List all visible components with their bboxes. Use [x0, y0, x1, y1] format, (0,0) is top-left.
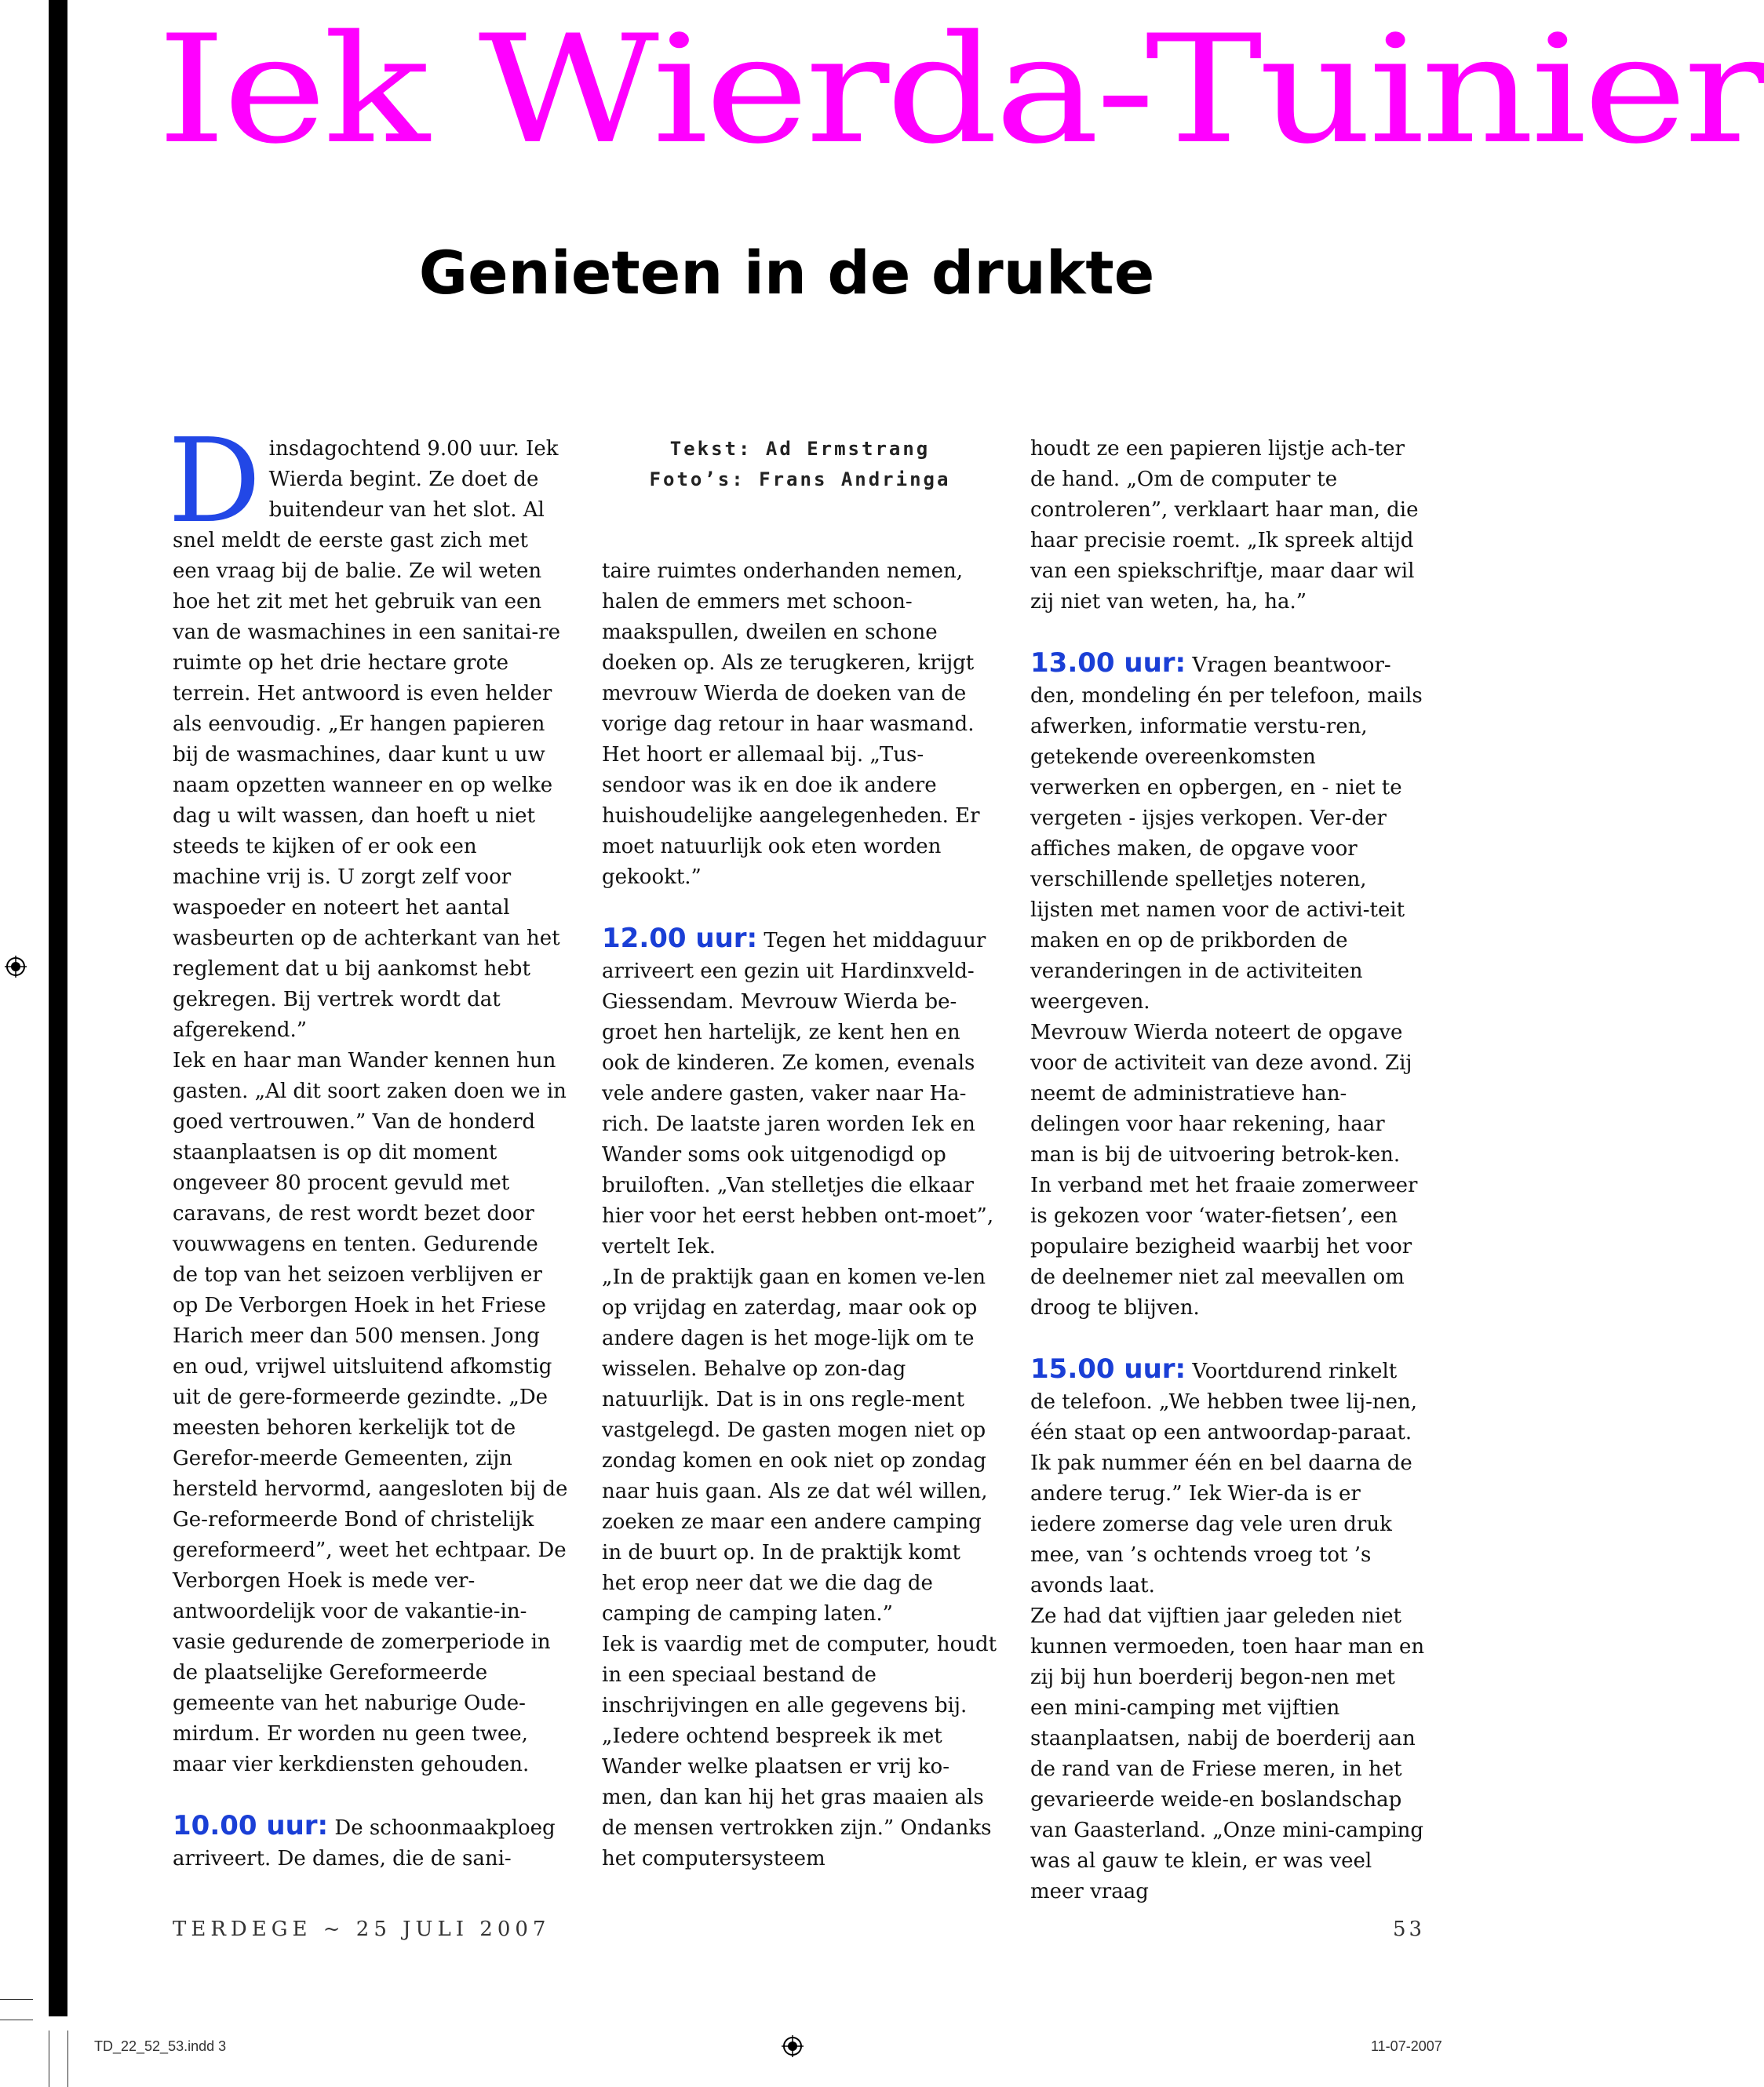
drop-cap: D	[168, 413, 261, 548]
magazine-footer: TERDEGE ~ 25 JULI 2007	[173, 1918, 551, 1941]
paragraph	[168, 413, 569, 1046]
crop-mark	[67, 2031, 68, 2087]
paragraph: Iek is vaardig met de computer, houdt in een speciaal bestand de inschrijvingen en alle gegevens bij. „Iedere ochtend bespreek ik met Wander welke plaatsen er vrij ko-men, dan kan hij het gras maaien als de mensen vertrokken zijn.” Ondanks het computersysteem	[602, 1633, 997, 1870]
paragraph-text: Voortdurend rinkelt de telefoon. „We hebben twee lij-nen, één staat op een antwoordap-paraat. Ik pak nummer één en bel daarna de andere terug.” Iek Wier-da is er iedere zomerse dag vele uren druk mee, van ’s ochtends vroeg tot ’s avonds laat.	[1030, 1360, 1418, 1597]
time-section	[1030, 648, 1427, 1018]
paragraph: „In de praktijk gaan en komen ve-len op vrijdag en zaterdag, maar ook op andere dagen is het moge-lijk om te wisselen. Behalve op zon-dag natuurlijk. Dat is in ons regle-ment vastgelegd. De gasten mogen niet op zondag komen en ook niet op zondag naar huis gaan. Als ze dat wél willen, zoeken ze maar een andere camping in de buurt op. In de praktijk komt het erop neer dat we die dag de camping de camping laten.”	[602, 1266, 988, 1626]
file-slug: TD_22_52_53.indd 3	[94, 2038, 227, 2054]
paragraph: Ze had dat vijftien jaar geleden niet kunnen vermoeden, toen haar man en zij bij hun boerderij begon-nen met een mini-camping met vijftien staanplaatsen, nabij de boerderij aan de rand van de Friese meren, in het gevarieerde weide-en boslandschap van Gaasterland. „Onze mini-camping was al gauw te klein, er was veel meer vraag	[1030, 1604, 1425, 1903]
paragraph-text: Vragen beantwoor-den, mondeling én per telefoon, mails afwerken, informatie verstu-ren, getekende overeenkomsten verwerken en opbergen, en - niet te vergeten - ijsjes verkopen. Ver-der affiches maken, de opgave voor verschillende spelletjes noteren, lijsten met namen voor de activi-teit maken en op de prikborden de veranderingen in de activiteiten weergeven.	[1030, 654, 1423, 1014]
article-column-3	[1030, 434, 1427, 1907]
time-heading: 12.00 uur:	[602, 923, 758, 954]
time-heading: 13.00 uur:	[1030, 647, 1186, 679]
paragraph-text: insdagochtend 9.00 uur. Iek Wierda begint. Ze doet de buitendeur van het slot. Al snel meldt de eerste gast zich met een vraag bij de balie. Ze wil weten hoe het zit met het gebruik van een van de wasmachines in een sanitai-re ruimte op het drie hectare grote terrein. Het antwoord is even helder als eenvoudig. „Er hangen papieren bij de wasmachines, daar kunt u uw naam opzetten wanneer en op welke dag u wilt wassen, dan hoeft u niet steeds te kijken of er ook een machine vrij is. U zorgt zelf voor waspoeder en noteert het aantal wasbeurten op de achterkant van het reglement dat u bij aankomst hebt gekregen. Bij vertrek wordt dat afgerekend.”	[173, 437, 560, 1042]
paragraph: Iek en haar man Wander kennen hun gasten. „Al dit soort zaken doen we in goed vertrouwen.” Van de honderd staanplaatsen is op dit moment ongeveer 80 procent gevuld met caravans, de rest wordt bezet door vouwwagens en tenten. Gedurende de top van het seizoen verblijven er op De Verborgen Hoek in het Friese Harich meer dan 500 mensen. Jong en oud, vrijwel uitsluitend afkomstig uit de gere-formeerde gezindte. „De meesten behoren kerkelijk tot de Gerefor-meerde Gemeenten, zijn hersteld hervormd, aangesloten bij de Ge-reformeerde Bond of christelijk gereformeerd”, weet het echtpaar. De Verborgen Hoek is mede ver-antwoordelijk voor de vakantie-in-vasie gedurende de zomerperiode in de plaatselijke Gereformeerde gemeente van het naburige Oude-mirdum. Er worden nu geen twee, maar vier kerkdiensten gehouden.	[173, 1049, 568, 1776]
time-heading: 15.00 uur:	[1030, 1353, 1186, 1385]
time-section	[1030, 1354, 1427, 1601]
registration-mark-icon	[5, 956, 27, 978]
page-number: 53	[1393, 1918, 1426, 1941]
paragraph: houdt ze een papieren lijstje ach-ter de hand. „Om de computer te controleren”, verklaart haar man, die haar precisie roemt. „Ik spreek altijd van een spiekschriftje, maar daar wil zij niet van weten, ha, ha.”	[1030, 437, 1419, 614]
paragraph: taire ruimtes onderhanden nemen, halen de emmers met schoon-maakspullen, dweilen en schone doeken op. Als ze terugkeren, krijgt mevrouw Wierda de doeken van de vorige dag retour in haar wasmand. Het hoort er allemaal bij. „Tus-sendoor was ik en doe ik andere huishoudelijke aangelegenheden. Er moet natuurlijk ook eten worden gekookt.”	[602, 559, 980, 889]
photo-credit: Foto’s: Frans Andringa	[649, 468, 951, 490]
crop-mark	[0, 1999, 33, 2000]
paragraph-text: De schoonmaakploeg arriveert. De dames, die de sani-	[173, 1816, 556, 1870]
article-subtitle: Genieten in de drukte	[418, 238, 1155, 308]
article-column-2	[602, 434, 998, 1874]
credits-spacer	[602, 495, 998, 556]
article-title: Iek Wierda-Tuinier	[157, 3, 1764, 177]
slug-date: 11-07-2007	[1371, 2038, 1442, 2054]
author-credit: Tekst: Ad Ermstrang	[669, 438, 931, 460]
time-section	[602, 923, 998, 1262]
time-heading: 10.00 uur:	[173, 1810, 329, 1841]
paragraph-text: Tegen het middaguur arriveert een gezin uit Hardinxveld-Giessendam. Mevrouw Wierda be-groet hen hartelijk, ze kent hen en ook de kinderen. Ze komen, evenals vele andere gasten, vaker naar Ha-rich. De laatste jaren worden Iek en Wander soms ook uitgenodigd op bruiloften. „Van stelletjes die elkaar hier voor het eerst hebben ont-moet”, vertelt Iek.	[602, 929, 994, 1258]
registration-mark-icon	[782, 2035, 804, 2057]
paragraph: Mevrouw Wierda noteert de opgave voor de activiteit van deze avond. Zij neemt de administratieve han-delingen voor haar rekening, haar man is bij de uitvoering betrok-ken. In verband met het fraaie zomerweer is gekozen voor ‘water-fietsen’, een populaire bezigheid waarbij het voor de deelnemer niet zal meevallen om droog te blijven.	[1030, 1021, 1418, 1320]
time-section	[173, 1811, 569, 1874]
article-column-1	[168, 413, 569, 1874]
